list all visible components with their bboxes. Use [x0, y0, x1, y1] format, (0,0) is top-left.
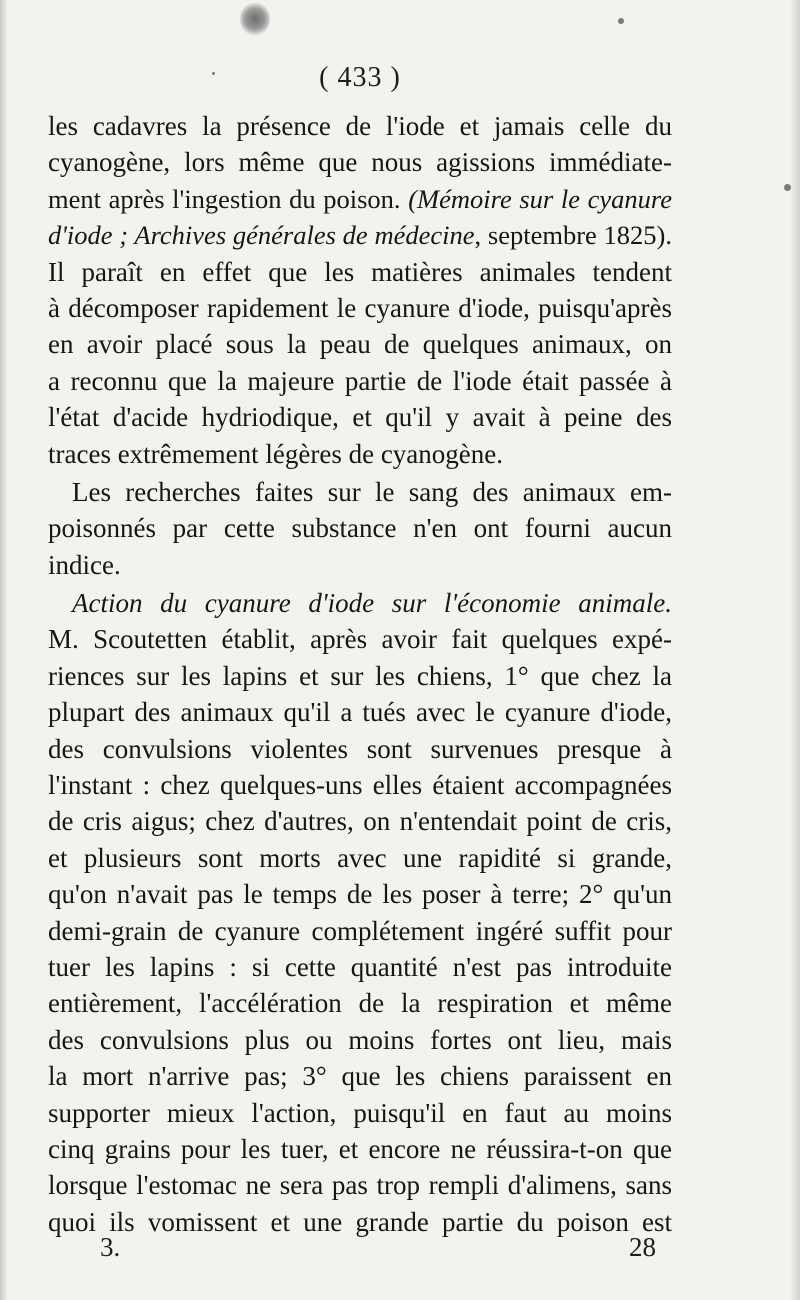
text-line: les cadavres la présence de l'iode et jamais celle du	[48, 111, 672, 141]
ink-blot	[240, 2, 270, 36]
text-line: et plusieurs sont morts avec une rapidité si grande,	[48, 842, 672, 873]
text-line: cinq grains pour les tuer, et encore ne réussira-t-on que	[48, 1133, 672, 1164]
page-edge-shadow	[0, 0, 8, 1300]
text-line: Il paraît en effet que les matières animales tendent	[48, 256, 672, 287]
italic-heading: Action du cyanure d'iode sur l'économie animale.	[72, 588, 672, 619]
page-edge-shadow	[790, 0, 800, 1300]
text-line: en avoir placé sous la peau de quelques animaux, on	[48, 329, 672, 360]
text-segment: ment après l'ingestion du poison.	[48, 183, 401, 214]
text-line: à décomposer rapidement le cyanure d'iode, puisqu'après	[48, 292, 672, 323]
text-line: Les recherches faites sur le sang des animaux em-	[72, 476, 672, 507]
body-text	[48, 108, 672, 1240]
text-line: l'état d'acide hydriodique, et qu'il y avait à peine des	[48, 402, 672, 433]
page-number: ( 433 )	[319, 62, 401, 93]
text-line: cyanogène, lors même que nous agissions immédiate-	[48, 147, 672, 178]
text-line: traces extrêmement légères de cyanogène.	[48, 438, 504, 469]
text-line: demi-grain de cyanure complétement ingéré suffit pour	[48, 915, 672, 946]
paper-speck	[784, 184, 791, 191]
page-footer	[100, 1232, 656, 1268]
text-line	[48, 217, 672, 253]
text-line: poisonnés par cette substance n'en ont fourni aucun	[48, 513, 672, 544]
text-line: de cris aigus; chez d'autres, on n'entendait point de cris,	[48, 806, 672, 837]
text-line: indice.	[48, 549, 121, 580]
folio-number: 28	[629, 1232, 656, 1262]
section-heading	[48, 585, 672, 621]
text-line: plupart des animaux qu'il a tués avec le cyanure d'iode,	[48, 697, 672, 728]
text-line: des convulsions violentes sont survenues presque à	[48, 733, 672, 764]
text-line: M. Scoutetten établit, après avoir fait quelques expé-	[48, 624, 672, 655]
text-line: la mort n'arrive pas; 3° que les chiens paraissent en	[48, 1061, 672, 1092]
paper-speck	[618, 18, 624, 24]
text-line: supporter mieux l'action, puisqu'il en faut au moins	[48, 1097, 672, 1128]
text-line: l'instant : chez quelques-uns elles étaient accompagnées	[48, 770, 672, 801]
text-line: entièrement, l'accélération de la respiration et même	[48, 988, 672, 1019]
signature-mark: 3.	[100, 1232, 121, 1262]
text-line: tuer les lapins : si cette quantité n'est pas introduite	[48, 951, 672, 982]
text-line: riences sur les lapins et sur les chiens, 1° que chez la	[48, 660, 672, 691]
text-line	[48, 181, 672, 217]
italic-citation: d'iode ; Archives générales de médecine	[48, 220, 475, 251]
italic-citation: (Mémoire sur le cyanure	[408, 183, 672, 214]
text-line: quoi ils vomissent et une grande partie du poison est	[48, 1206, 672, 1237]
text-line: des convulsions plus ou moins fortes ont lieu, mais	[48, 1024, 672, 1055]
text-line: a reconnu que la majeure partie de l'iode était passée à	[48, 365, 672, 396]
text-line: lorsque l'estomac ne sera pas trop rempli d'alimens, sans	[48, 1170, 672, 1201]
text-segment: , septembre 1825).	[474, 220, 672, 251]
text-line: qu'on n'avait pas le temps de les poser à terre; 2° qu'un	[48, 879, 672, 910]
